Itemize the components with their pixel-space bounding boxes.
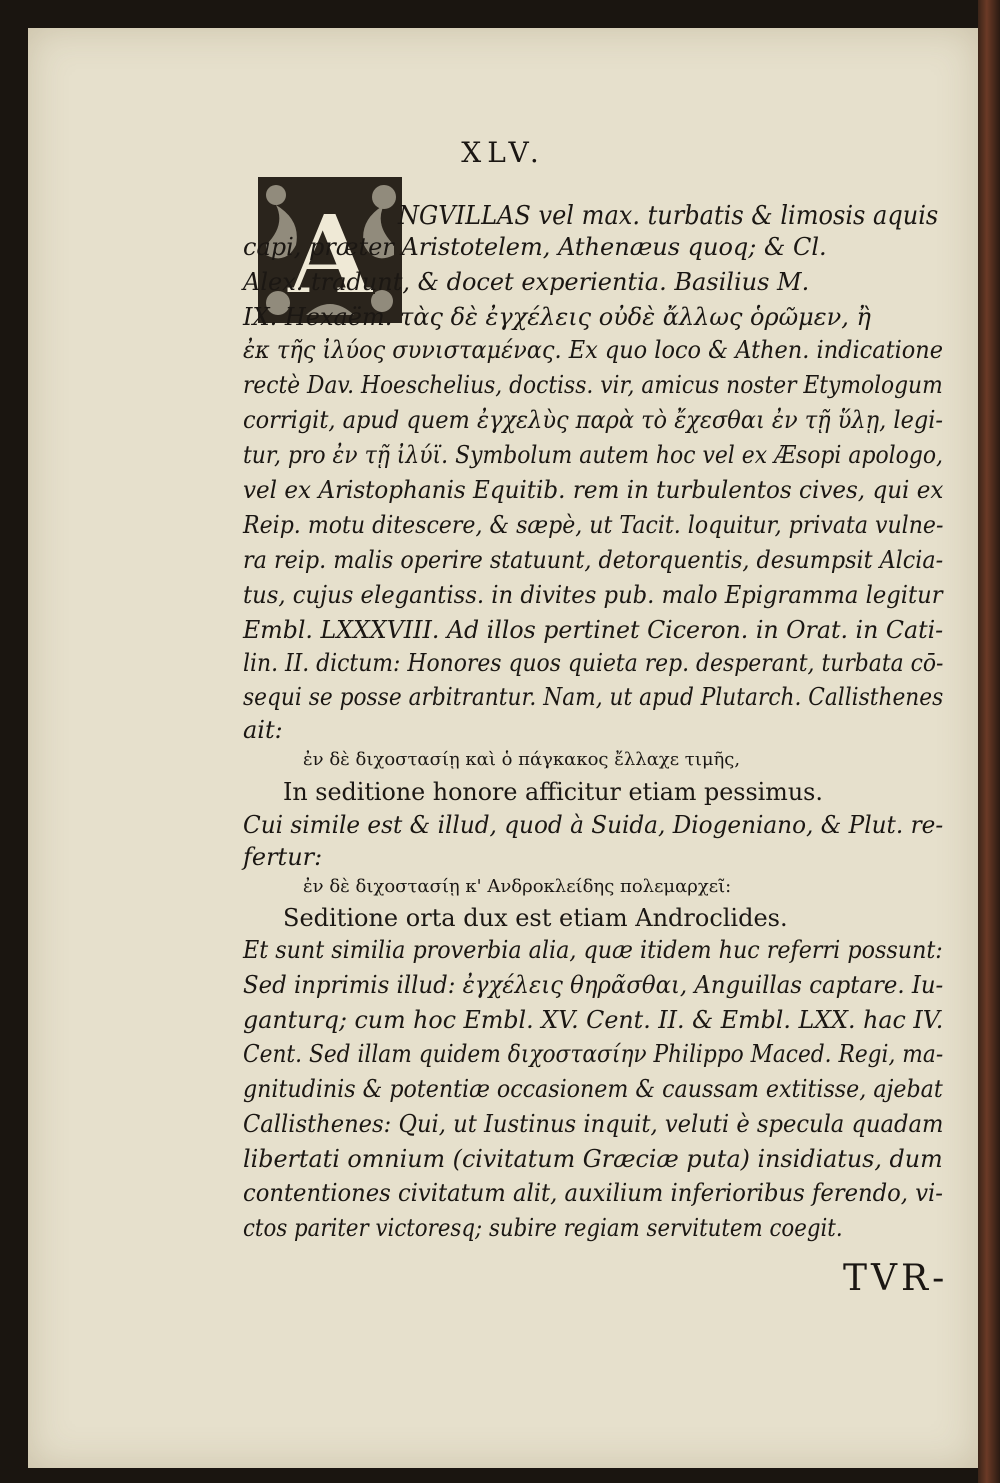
text-line: gnitudinis & potentiæ occasionem & caussam extitisse, ajebat — [243, 1075, 943, 1103]
text-line: ait: — [243, 716, 283, 744]
text-line: corrigit, apud quem ἐγχελὺς παρὰ τὸ ἔχεσθαι ἐν τῇ ὕλῃ, legi- — [243, 406, 944, 434]
catchword: TVR- — [843, 1258, 949, 1299]
text-line: vel ex Aristophanis Equitib. rem in turbulentos cives, qui ex — [243, 476, 944, 504]
text-line: IX. Hexaëm. τὰς δὲ ἐγχέλεις οὐδὲ ἄλλως ὁρῶμεν, ἢ — [243, 303, 871, 331]
text-line: tus, cujus elegantiss. in divites pub. malo Epigramma legitur — [243, 581, 943, 609]
text-line: capi, præter Aristotelem, Athenæus quoq; & Cl. — [243, 233, 827, 261]
text-line: Sed inprimis illud: ἐγχέλεις θηρᾶσθαι, Anguillas captare. Iu- — [243, 971, 944, 999]
text-line: Cui simile est & illud, quod à Suida, Diogeniano, & Plut. re- — [243, 811, 944, 839]
text-line: ctos pariter victoresq; subire regiam servitutem coegit. — [243, 1214, 843, 1242]
text-line: fertur: — [243, 843, 323, 871]
text-line: tur, pro ἐν τῇ ἰλύϊ. Symbolum autem hoc vel ex Æsopi apologo, — [243, 441, 944, 469]
text-line: ganturq; cum hoc Embl. XV. Cent. II. & Embl. LXX. hac IV. — [243, 1006, 944, 1034]
text-line: libertati omnium (civitatum Græciæ puta) insidiatus, dum — [243, 1145, 943, 1173]
text-line: ἐν δὲ διχοστασίῃ καὶ ὁ πάγκακος ἔλλαχε τιμῆς, — [303, 749, 741, 770]
page-number: XLV. — [461, 136, 545, 169]
text-line: Et sunt similia proverbia alia, quæ itidem huc referri possunt: — [243, 936, 943, 964]
text-line: lin. II. dictum: Honores quos quieta rep. desperant, turbata cō- — [243, 649, 944, 677]
text-line: Reip. motu ditescere, & sæpè, ut Tacit. loquitur, privata vulne- — [243, 511, 944, 539]
text-line: ἐν δὲ διχοστασίῃ κ' Ανδροκλείδης πολεμαρχεῖ: — [303, 876, 732, 897]
book-edge — [978, 0, 1000, 1483]
text-line: Callisthenes: Qui, ut Iustinus inquit, veluti è specula quadam — [243, 1110, 944, 1138]
text-line: rectè Dav. Hoeschelius, doctiss. vir, amicus noster Etymologum — [243, 371, 943, 399]
text-line: Cent. Sed illam quidem διχοστασίην Philippo Maced. Regi, ma- — [243, 1040, 944, 1068]
text-line: contentiones civitatum alit, auxilium inferioribus ferendo, vi- — [243, 1179, 943, 1207]
text-line: ra reip. malis operire statuunt, detorquentis, desumpsit Alcia- — [243, 546, 944, 574]
text-line: Embl. LXXXVIII. Ad illos pertinet Ciceron. in Orat. in Cati- — [243, 616, 944, 644]
book-page — [28, 28, 978, 1468]
text-line: Seditione orta dux est etiam Androclides. — [283, 904, 788, 932]
text-line: ἐκ τῆς ἰλύος συνισταμένας. Ex quo loco & Athen. indicatione — [243, 336, 944, 364]
text-line: sequi se posse arbitrantur. Nam, ut apud Plutarch. Callisthenes — [243, 683, 944, 711]
text-line: NGVILLAS vel max. turbatis & limosis aquis — [398, 201, 939, 231]
text-line: In seditione honore afficitur etiam pessimus. — [283, 778, 823, 806]
drop-cap-letter: A — [287, 190, 373, 319]
text-line: Alex. tradunt, & docet experientia. Basilius M. — [243, 268, 810, 296]
